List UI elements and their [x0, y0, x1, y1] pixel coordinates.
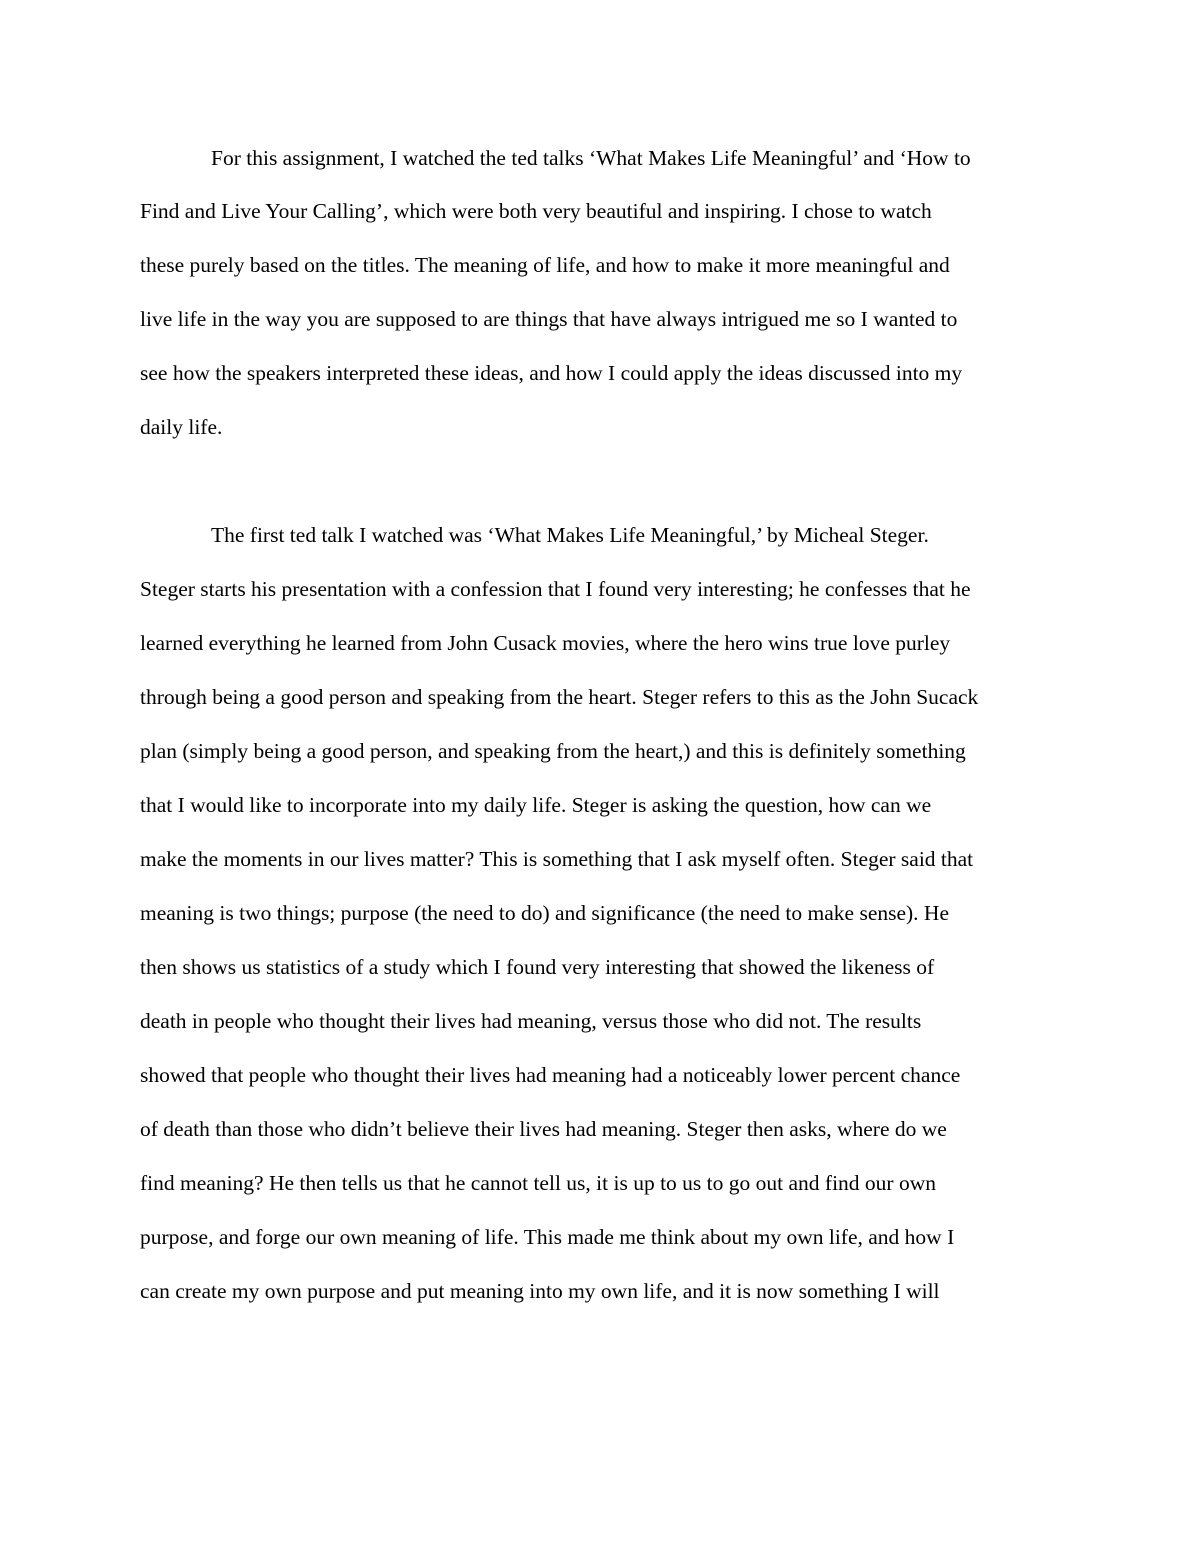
paragraph-line: through being a good person and speaking from the heart. Steger refers to this as the John Sucack [140, 685, 979, 709]
paragraph-line: see how the speakers interpreted these ideas, and how I could apply the ideas discussed into my [140, 361, 963, 385]
paragraph-line: Steger starts his presentation with a confession that I found very interesting; he confesses that he [140, 577, 971, 601]
paragraph-line: death in people who thought their lives had meaning, versus those who did not. The results [140, 1009, 922, 1033]
paragraph-line: of death than those who didn’t believe their lives had meaning. Steger then asks, where do we [140, 1117, 947, 1141]
paragraph-line: purpose, and forge our own meaning of life. This made me think about my own life, and how I [140, 1225, 955, 1249]
paragraph-line: can create my own purpose and put meaning into my own life, and it is now something I will [140, 1279, 940, 1303]
paragraph-line: that I would like to incorporate into my daily life. Steger is asking the question, how can we [140, 793, 932, 817]
paragraph-line: The first ted talk I watched was ‘What Makes Life Meaningful,’ by Micheal Steger. [211, 523, 929, 547]
paragraph-line: live life in the way you are supposed to are things that have always intrigued me so I wanted to [140, 307, 958, 331]
paragraph-line: showed that people who thought their lives had meaning had a noticeably lower percent chance [140, 1063, 961, 1087]
paragraph-line: these purely based on the titles. The meaning of life, and how to make it more meaningful and [140, 253, 950, 277]
paragraph-line: For this assignment, I watched the ted talks ‘What Makes Life Meaningful’ and ‘How to [211, 146, 971, 170]
paragraph-line: meaning is two things; purpose (the need to do) and significance (the need to make sense). He [140, 901, 950, 925]
paragraph-line: then shows us statistics of a study which I found very interesting that showed the likeness of [140, 955, 935, 979]
paragraph-line: Find and Live Your Calling’, which were both very beautiful and inspiring. I chose to watch [140, 199, 932, 223]
paragraph-line: plan (simply being a good person, and speaking from the heart,) and this is definitely something [140, 739, 966, 763]
paragraph-line: daily life. [140, 415, 223, 439]
paragraph-line: find meaning? He then tells us that he cannot tell us, it is up to us to go out and find our own [140, 1171, 936, 1195]
paragraph-line: make the moments in our lives matter? This is something that I ask myself often. Steger said that [140, 847, 974, 871]
paragraph-line: learned everything he learned from John Cusack movies, where the hero wins true love purley [140, 631, 951, 655]
